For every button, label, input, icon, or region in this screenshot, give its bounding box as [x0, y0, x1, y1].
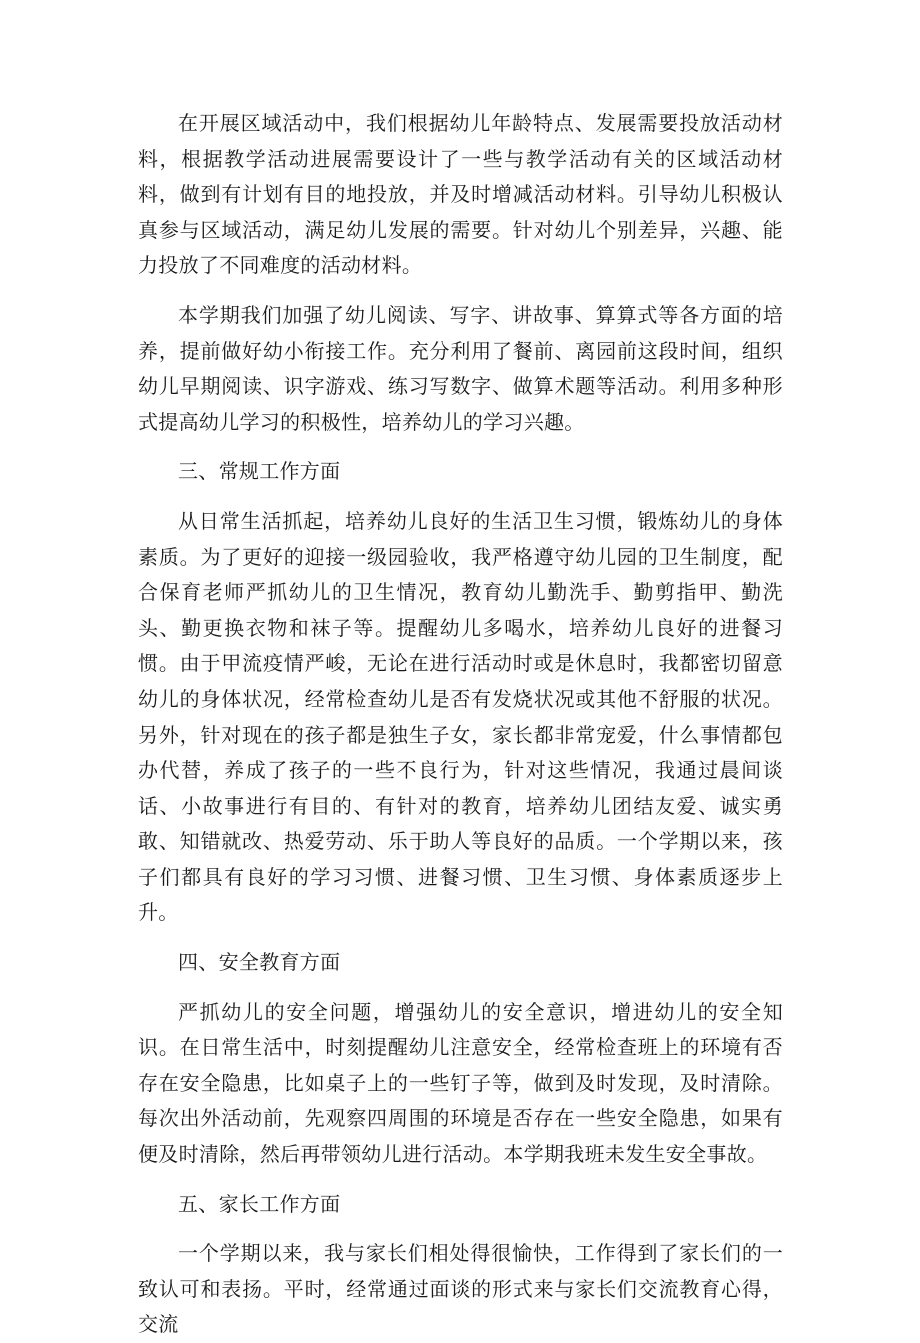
section-heading-parent-work: 五、家长工作方面 [178, 1191, 341, 1216]
paragraph-learning-training: 本学期我们加强了幼儿阅读、写字、讲故事、算算式等各方面的培养，提前做好幼小衔接工作。充分利用了餐前、离园前这段时间，组织幼儿早期阅读、识字游戏、练习写数字、做算术题等活动。利用多种形式提高幼儿学习的积极性，培养幼儿的学习兴趣。 [138, 302, 783, 434]
document-page [138, 106, 783, 1343]
paragraph-area-activities: 在开展区域活动中，我们根据幼儿年龄特点、发展需要投放活动材料，根据教学活动进展需要设计了一些与教学活动有关的区域活动材料，做到有计划有目的地投放，并及时增减活动材料。引导幼儿积极认真参与区域活动，满足幼儿发展的需要。针对幼儿个别差异，兴趣、能力投放了不同难度的活动材料。 [138, 111, 783, 278]
section-heading-safety-education: 四、安全教育方面 [178, 950, 341, 975]
paragraph-safety-education: 严抓幼儿的安全问题，增强幼儿的安全意识，增进幼儿的安全知识。在日常生活中，时刻提醒幼儿注意安全，经常检查班上的环境有否存在安全隐患，比如桌子上的一些钉子等，做到及时发现，及时清除。每次出外活动前，先观察四周围的环境是否存在一些安全隐患，如果有便及时清除，然后再带领幼儿进行活动。本学期我班未发生安全事故。 [138, 999, 783, 1167]
paragraph-parent-work: 一个学期以来，我与家长们相处得很愉快，工作得到了家长们的一致认可和表扬。平时，经常通过面谈的形式来与家长们交流教育心得，交流 [138, 1241, 783, 1337]
paragraph-routine-work: 从日常生活抓起，培养幼儿良好的生活卫生习惯，锻炼幼儿的身体素质。为了更好的迎接一级园验收，我严格遵守幼儿园的卫生制度，配合保育老师严抓幼儿的卫生情况，教育幼儿勤洗手、勤剪指甲、勤洗头、勤更换衣物和袜子等。提醒幼儿多喝水，培养幼儿良好的进餐习惯。由于甲流疫情严峻，无论在进行活动时或是休息时，我都密切留意幼儿的身体状况，经常检查幼儿是否有发烧状况或其他不舒服的状况。另外，针对现在的孩子都是独生子女，家长都非常宠爱，什么事情都包办代替，养成了孩子的一些不良行为，针对这些情况，我通过晨间谈话、小故事进行有目的、有针对的教育，培养幼儿团结友爱、诚实勇敢、知错就改、热爱劳动、乐于助人等良好的品质。一个学期以来，孩子们都具有良好的学习习惯、进餐习惯、卫生习惯、身体素质逐步上升。 [138, 508, 783, 925]
section-heading-routine-work: 三、常规工作方面 [178, 459, 341, 484]
